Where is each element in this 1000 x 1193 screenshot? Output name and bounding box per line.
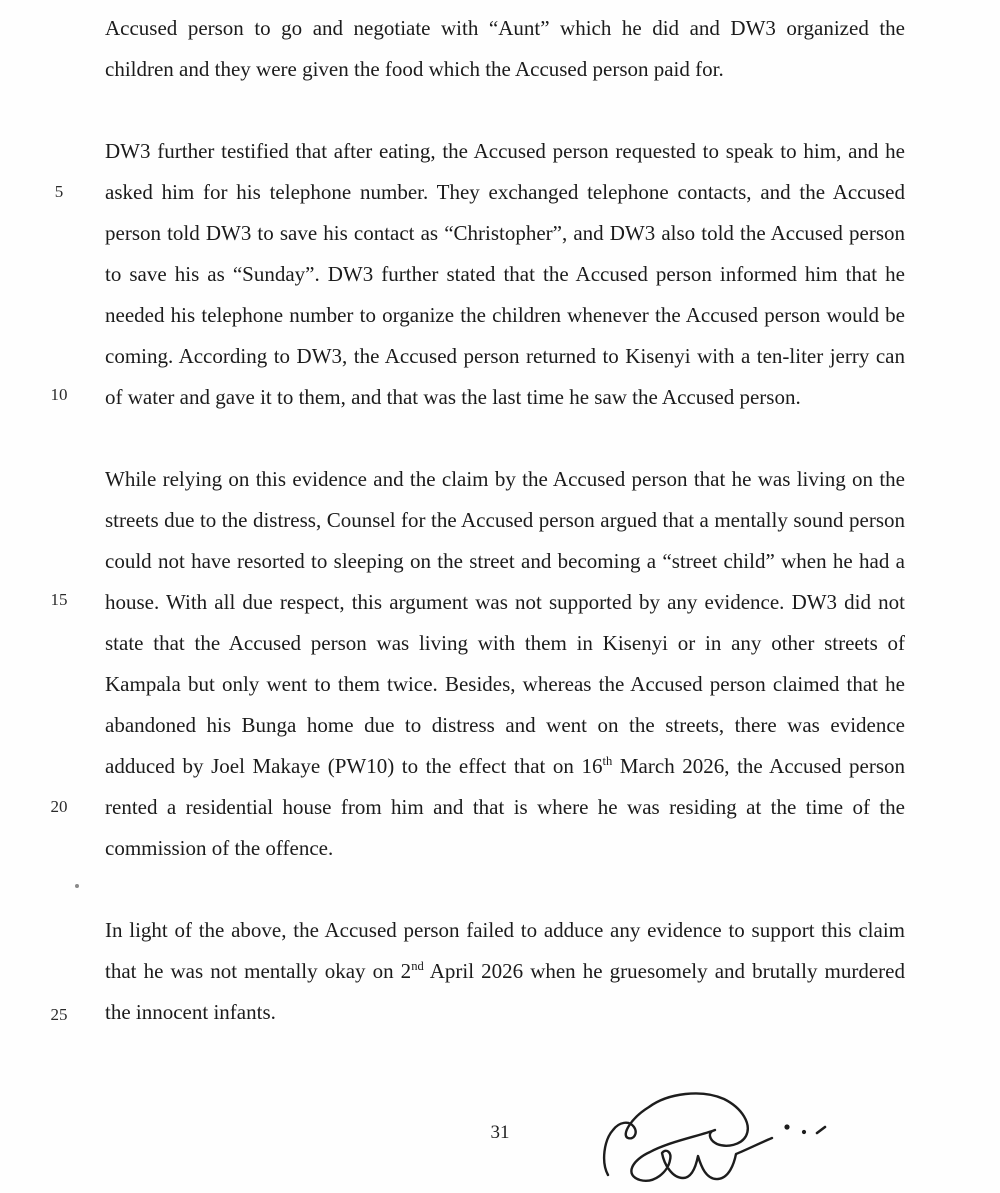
signature-block	[588, 1080, 838, 1192]
ink-dot-1	[784, 1124, 789, 1129]
signature-stroke	[604, 1093, 772, 1180]
text-run: March 2026, the Accused person rented a residential house from him and that is where he was residing at the time of the commission of the offence.	[105, 754, 906, 860]
ink-dot-3	[817, 1127, 825, 1133]
text-run: Accused person to go and negotiate with “Aunt” which he did and DW3 organized the children and they were given the food which the Accused person paid for.	[105, 16, 905, 81]
paragraph-1	[105, 8, 905, 90]
margin-line-number-25: 25	[50, 1005, 68, 1024]
ink-dot-2	[802, 1130, 806, 1134]
text-run: DW3 further testified that after eating, the Accused person requested to speak to him, and he asked him for his telephone number. They exchanged telephone contacts, and the Accused person told DW3 to save his contact as “Christopher”, and DW3 also told the Accused person to save his as “Sunday”. DW3 further stated that the Accused person informed him that he needed his telephone number to organize the children whenever the Accused person would be coming. According to DW3, the Accused person returned to Kisenyi with a ten-liter jerry can of water and gave it to them, and that was the last time he saw the Accused person.	[105, 139, 905, 409]
document-body	[105, 8, 905, 1074]
paragraph-4	[105, 910, 905, 1033]
margin-line-number-15: 15	[50, 590, 68, 609]
line-number-gutter	[0, 0, 100, 1193]
paragraph-3	[105, 459, 905, 869]
superscript-ordinal: nd	[411, 959, 424, 973]
text-run: While relying on this evidence and the claim by the Accused person that he was living on the streets due to the distress, Counsel for the Accused person argued that a mentally sound person could not have resorted to sleeping on the street and becoming a “street child” when he had a house. With all due respect, this argument was not supported by any evidence. DW3 did not state that the Accused person was living with them in Kisenyi or in any other streets of Kampala but only went to them twice. Besides, whereas the Accused person claimed that he abandoned his Bunga home due to distress and went on the streets, there was evidence adduced by Joel Makaye (PW10) to the effect that on 16	[105, 467, 905, 778]
margin-line-number-20: 20	[50, 797, 68, 816]
handwritten-signature-icon	[588, 1080, 838, 1192]
page-number: 31	[490, 1122, 510, 1143]
paragraph-2	[105, 131, 905, 418]
text-run: In light of the above, the Accused person failed to adduce any evidence to support this claim that he was not mentally okay on 2	[105, 918, 905, 983]
superscript-ordinal: th	[602, 754, 613, 768]
text-run: April 2026 when he gruesomely and brutally murdered the innocent infants.	[105, 959, 905, 1024]
margin-line-number-10: 10	[50, 385, 68, 404]
stray-ink-dot-mark	[75, 884, 79, 888]
margin-line-number-5: 5	[54, 182, 64, 201]
